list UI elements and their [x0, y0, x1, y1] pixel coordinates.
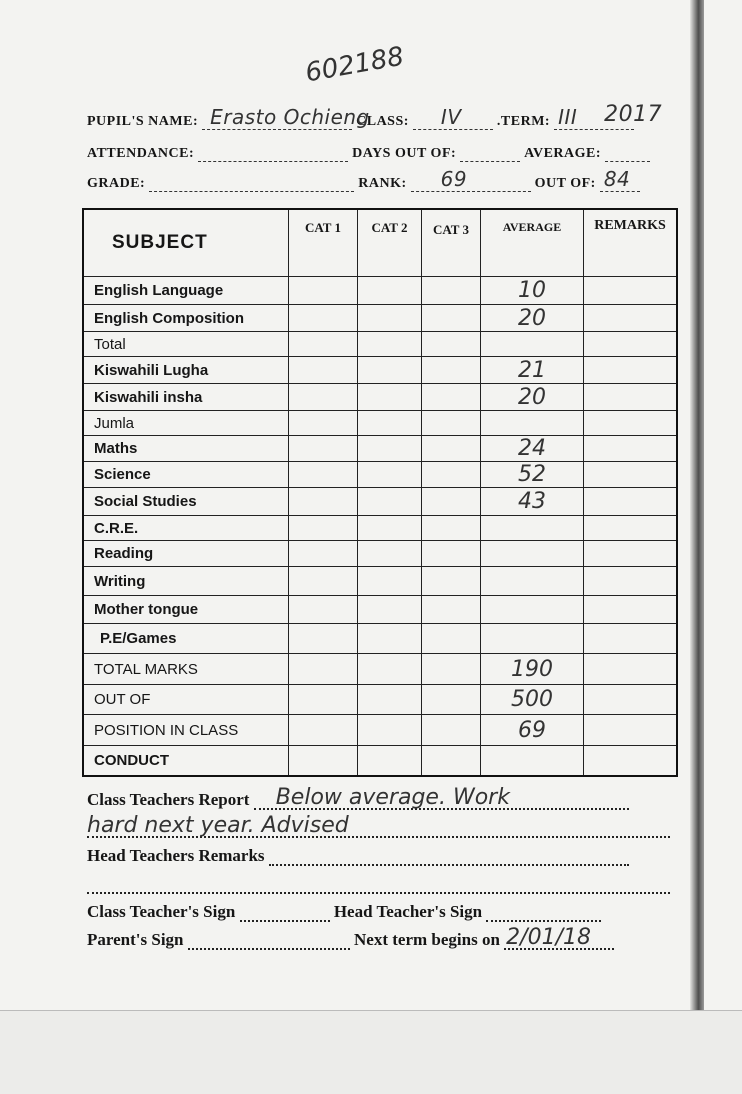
- cat3-cell: [422, 462, 481, 488]
- cat1-cell: [289, 567, 358, 596]
- table-row: [83, 541, 677, 567]
- pupil-row: [87, 102, 663, 130]
- cat1-cell: [289, 654, 358, 685]
- cat1-cell: [289, 596, 358, 624]
- subject-cell: Kiswahili insha: [83, 384, 289, 411]
- next-term-line: [504, 925, 614, 950]
- cat3-cell: [422, 685, 481, 715]
- attendance-field: [198, 145, 348, 162]
- cat1-cell: [289, 746, 358, 776]
- average-cell: [481, 596, 584, 624]
- table-row: [83, 332, 677, 357]
- cat2-cell: [358, 488, 422, 516]
- cat2-header: CAT 2: [358, 209, 422, 277]
- average-header: AVERAGE: [481, 209, 584, 277]
- cat3-cell: [422, 305, 481, 332]
- remarks-cell: [584, 384, 678, 411]
- remarks-cell: [584, 488, 678, 516]
- cat3-cell: [422, 516, 481, 541]
- subject-cell: Social Studies: [83, 488, 289, 516]
- average-cell: [481, 567, 584, 596]
- cat2-cell: [358, 541, 422, 567]
- cat2-cell: [358, 654, 422, 685]
- next-term-label: Next term begins on: [354, 930, 500, 949]
- subject-cell: TOTAL MARKS: [83, 654, 289, 685]
- cat3-cell: [422, 654, 481, 685]
- page-bottom-edge: [0, 1010, 742, 1094]
- grade-label: GRADE:: [87, 176, 146, 191]
- cat3-header: CAT 3: [422, 209, 481, 277]
- term-value: III: [558, 105, 578, 129]
- subject-cell: Total: [83, 332, 289, 357]
- head-teacher-remarks-row: [87, 846, 629, 866]
- remarks-cell: [584, 411, 678, 436]
- remarks-cell: [584, 624, 678, 654]
- term-field: [554, 102, 663, 130]
- days-out-of-field: [460, 145, 520, 162]
- rank-value: 69: [440, 167, 468, 191]
- class-teacher-report-text-1: Below average. Work: [275, 785, 510, 810]
- cat3-cell: [422, 384, 481, 411]
- subject-cell: P.E/Games: [83, 624, 289, 654]
- cat1-cell: [289, 462, 358, 488]
- cat1-cell: [289, 624, 358, 654]
- average-field: [605, 145, 650, 162]
- head-teacher-sign-line: [486, 906, 601, 922]
- class-field: [413, 105, 493, 130]
- cat2-cell: [358, 436, 422, 462]
- table-row: [83, 685, 677, 715]
- cat2-cell: [358, 746, 422, 776]
- cat2-cell: [358, 305, 422, 332]
- grade-row: [87, 167, 640, 192]
- average-cell: [481, 624, 584, 654]
- table-row: [83, 357, 677, 384]
- out-of-label: OUT OF:: [534, 176, 596, 191]
- subject-cell: Reading: [83, 541, 289, 567]
- average-cell: 24: [481, 436, 584, 462]
- cat3-cell: [422, 567, 481, 596]
- remarks-cell: [584, 746, 678, 776]
- class-value: IV: [440, 105, 462, 129]
- cat2-cell: [358, 411, 422, 436]
- subject-cell: Science: [83, 462, 289, 488]
- table-row: [83, 516, 677, 541]
- class-label: CLASS:: [356, 114, 409, 129]
- head-teacher-remarks-line-2: [87, 878, 670, 894]
- subject-cell: English Language: [83, 277, 289, 305]
- cat1-cell: [289, 357, 358, 384]
- class-teacher-report-line: [254, 785, 629, 810]
- subject-cell: C.R.E.: [83, 516, 289, 541]
- cat1-header: CAT 1: [289, 209, 358, 277]
- pupil-name-field: [202, 105, 370, 130]
- attendance-label: ATTENDANCE:: [87, 146, 195, 161]
- cat2-cell: [358, 516, 422, 541]
- class-teacher-sign-line: [240, 906, 330, 922]
- remarks-cell: [584, 654, 678, 685]
- remarks-cell: [584, 567, 678, 596]
- cat1-cell: [289, 332, 358, 357]
- page-edge-shadow: [690, 0, 704, 1040]
- cat1-cell: [289, 516, 358, 541]
- parent-sign-line: [188, 934, 350, 950]
- cat1-cell: [289, 305, 358, 332]
- average-cell: [481, 332, 584, 357]
- average-cell: 20: [481, 384, 584, 411]
- average-cell: [481, 411, 584, 436]
- subject-cell: Maths: [83, 436, 289, 462]
- table-row: [83, 277, 677, 305]
- average-cell: 500: [481, 685, 584, 715]
- average-cell: 190: [481, 654, 584, 685]
- year-value: 2017: [604, 102, 663, 127]
- cat2-cell: [358, 277, 422, 305]
- average-cell: [481, 746, 584, 776]
- head-teacher-sign-label: Head Teacher's Sign: [333, 902, 483, 921]
- remarks-cell: [584, 305, 678, 332]
- subject-header: SUBJECT: [83, 209, 289, 277]
- table-row: [83, 305, 677, 332]
- table-row: [83, 488, 677, 516]
- remarks-cell: [584, 715, 678, 746]
- cat3-cell: [422, 746, 481, 776]
- out-of-value: 84: [603, 167, 631, 191]
- cat3-cell: [422, 277, 481, 305]
- subject-cell: OUT OF: [83, 685, 289, 715]
- average-cell: 52: [481, 462, 584, 488]
- cat1-cell: [289, 541, 358, 567]
- rank-label: RANK:: [358, 176, 407, 191]
- average-cell: 20: [481, 305, 584, 332]
- parent-sign-row: [87, 925, 614, 950]
- pupil-name-value: Erasto Ochieng: [210, 105, 370, 129]
- table-row: [83, 596, 677, 624]
- average-cell: 43: [481, 488, 584, 516]
- cat2-cell: [358, 462, 422, 488]
- cat1-cell: [289, 685, 358, 715]
- remarks-header: REMARKS: [584, 209, 678, 277]
- cat1-cell: [289, 277, 358, 305]
- head-teacher-remarks-row-2: [87, 874, 670, 894]
- remarks-cell: [584, 357, 678, 384]
- cat2-cell: [358, 567, 422, 596]
- table-row: [83, 384, 677, 411]
- class-teacher-report-row-2: [87, 813, 670, 838]
- table-header-row: [83, 209, 677, 277]
- table-row: [83, 567, 677, 596]
- days-out-of-label: DAYS OUT OF:: [352, 146, 457, 161]
- class-teacher-sign-label: Class Teacher's Sign: [87, 902, 236, 921]
- head-teacher-remarks-label: Head Teachers Remarks: [87, 846, 265, 865]
- table-row: [83, 462, 677, 488]
- cat2-cell: [358, 384, 422, 411]
- next-term-date: 2/01/18: [506, 925, 591, 950]
- rank-field: [411, 167, 531, 192]
- cat3-cell: [422, 357, 481, 384]
- class-teacher-report-text-2: hard next year. Advised: [87, 813, 349, 838]
- cat3-cell: [422, 411, 481, 436]
- term-label: .TERM:: [496, 114, 551, 129]
- subject-cell: Jumla: [83, 411, 289, 436]
- cat3-cell: [422, 624, 481, 654]
- table-row: [83, 746, 677, 776]
- remarks-cell: [584, 685, 678, 715]
- subject-cell: POSITION IN CLASS: [83, 715, 289, 746]
- average-cell: 69: [481, 715, 584, 746]
- attendance-row: [87, 145, 650, 162]
- cat2-cell: [358, 624, 422, 654]
- cat2-cell: [358, 332, 422, 357]
- cat3-cell: [422, 436, 481, 462]
- cat3-cell: [422, 596, 481, 624]
- pupil-name-label: PUPIL'S NAME:: [87, 114, 199, 129]
- remarks-cell: [584, 277, 678, 305]
- average-cell: 10: [481, 277, 584, 305]
- table-row: [83, 654, 677, 685]
- cat3-cell: [422, 332, 481, 357]
- cat2-cell: [358, 596, 422, 624]
- cat2-cell: [358, 357, 422, 384]
- subject-cell: Writing: [83, 567, 289, 596]
- remarks-cell: [584, 516, 678, 541]
- cat3-cell: [422, 715, 481, 746]
- average-cell: [481, 541, 584, 567]
- subject-cell: Kiswahili Lugha: [83, 357, 289, 384]
- parent-sign-label: Parent's Sign: [87, 930, 184, 949]
- cat1-cell: [289, 715, 358, 746]
- remarks-cell: [584, 462, 678, 488]
- cat1-cell: [289, 384, 358, 411]
- remarks-cell: [584, 541, 678, 567]
- reference-number: 602188: [303, 41, 407, 89]
- remarks-cell: [584, 596, 678, 624]
- table-row: [83, 715, 677, 746]
- average-label: AVERAGE:: [524, 146, 602, 161]
- class-teacher-report-label: Class Teachers Report: [87, 790, 250, 809]
- out-of-field: [600, 167, 640, 192]
- cat1-cell: [289, 411, 358, 436]
- results-table: [82, 208, 678, 777]
- cat1-cell: [289, 488, 358, 516]
- class-teacher-report-row: [87, 785, 629, 810]
- table-row: [83, 624, 677, 654]
- table-row: [83, 411, 677, 436]
- cat2-cell: [358, 715, 422, 746]
- cat3-cell: [422, 488, 481, 516]
- cat3-cell: [422, 541, 481, 567]
- subject-cell: Mother tongue: [83, 596, 289, 624]
- remarks-cell: [584, 332, 678, 357]
- remarks-cell: [584, 436, 678, 462]
- subject-cell: CONDUCT: [83, 746, 289, 776]
- subject-cell: English Composition: [83, 305, 289, 332]
- average-cell: 21: [481, 357, 584, 384]
- head-teacher-remarks-line: [269, 850, 629, 866]
- cat2-cell: [358, 685, 422, 715]
- sign-row: [87, 902, 601, 922]
- class-teacher-report-line-2: [87, 813, 670, 838]
- grade-field: [149, 175, 354, 192]
- table-row: [83, 436, 677, 462]
- average-cell: [481, 516, 584, 541]
- cat1-cell: [289, 436, 358, 462]
